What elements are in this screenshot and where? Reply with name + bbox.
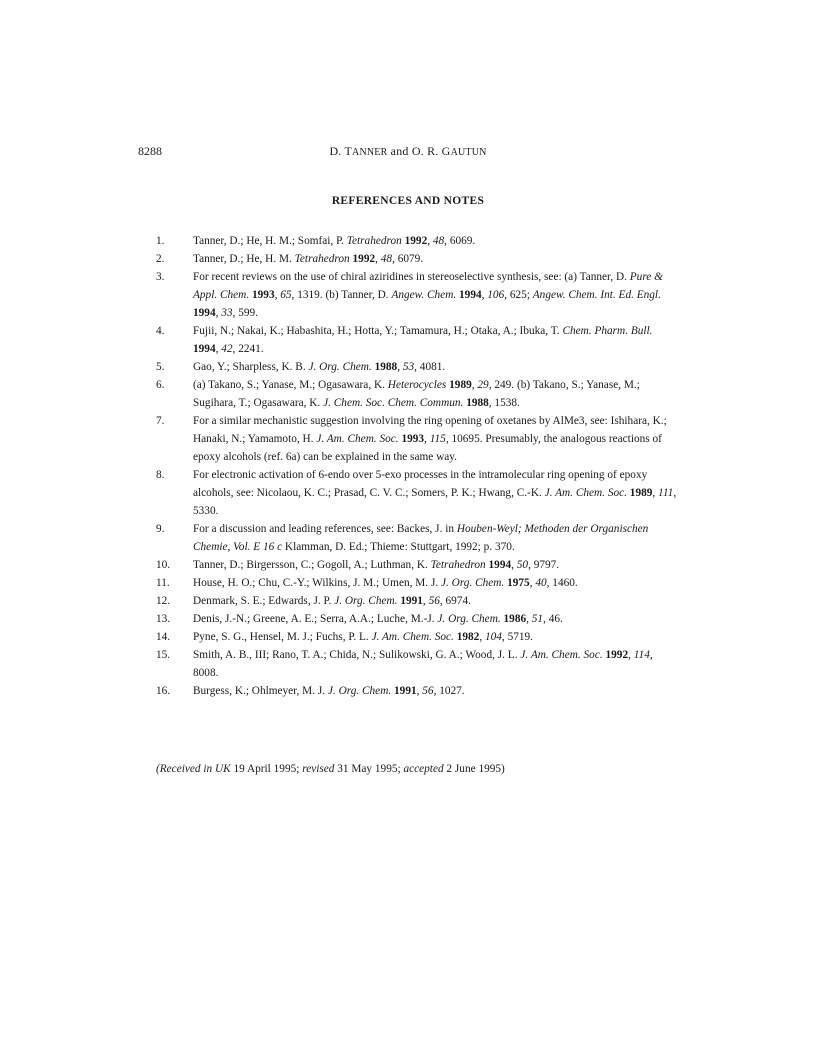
reference-number: 16. [156, 685, 171, 697]
text-run: , [529, 577, 536, 589]
reference-text [193, 376, 678, 412]
bold-run: 1994 [459, 289, 482, 301]
text-run: , 599. [232, 307, 258, 319]
italic-run: Angew. Chem. [391, 289, 457, 301]
text-run: , [427, 235, 433, 247]
author-2-rest: AUTUN [450, 147, 487, 158]
text-run: , 1460. [546, 577, 578, 589]
text-run: , [274, 289, 281, 301]
author-1-rest: ANNER [352, 147, 388, 158]
reference-text [193, 412, 678, 466]
italic-run: J. Org. Chem. [334, 595, 398, 607]
reference-text [193, 646, 678, 682]
italic-run: Angew. Chem. Int. Ed. Engl. [532, 289, 661, 301]
text-run: , [511, 559, 517, 571]
text-run: , [397, 361, 403, 373]
reference-number: 6. [156, 379, 165, 391]
text-run: , 6974. [439, 595, 471, 607]
bold-run: 1988 [374, 361, 398, 373]
bold-run: 1994 [193, 343, 216, 355]
italic-run: 33 [221, 307, 233, 319]
text-run: , 249. (b) Takano, S.; Yanase, M.; Sugihara, T.; Ogasawara, K. [193, 379, 640, 409]
bold-run: 1988 [466, 397, 489, 409]
page-header [0, 144, 816, 164]
italic-run: J. Am. Chem. Soc. [316, 433, 399, 445]
italic-run: Tetrahedron [294, 253, 350, 265]
reference-text [193, 466, 678, 520]
bold-run: 1986 [503, 613, 527, 625]
text-run: Denis, J.-N.; Greene, A. E.; Serra, A.A.; Luche, M.-J. [193, 613, 438, 625]
text-run: , 9797. [528, 559, 560, 571]
reference-number: 5. [156, 361, 165, 373]
reference-number: 3. [156, 271, 165, 283]
text-run: , [526, 613, 532, 625]
reference-number: 10. [156, 559, 171, 571]
text-run: Tanner, D.; He, H. M.; Somfai, P. [193, 235, 347, 247]
italic-run: J. Am. Chem. Soc. [371, 631, 454, 643]
italic-run: 51 [531, 613, 544, 625]
italic-run: 48 [380, 253, 393, 265]
text-run: (a) Takano, S.; Yanase, M.; Ogasawara, K. [193, 379, 388, 391]
reference-number: 12. [156, 595, 171, 607]
text-run: Tanner, D.; He, H. M. [193, 253, 295, 265]
text-run: Gao, Y.; Sharpless, K. B. [193, 361, 309, 373]
reference-item [0, 556, 816, 574]
italic-run: 104 [484, 631, 502, 643]
italic-run: Heterocycles [387, 379, 447, 391]
text-run: Pyne, S. G., Hensel, M. J.; Fuchs, P. L. [193, 631, 372, 643]
italic-run: 53 [402, 361, 415, 373]
text-run: For recent reviews on the use of chiral aziridines in stereoselective synthesis, see: (a) Tanner, D. [193, 271, 630, 283]
reference-number: 2. [156, 253, 165, 265]
text-run: Denmark, S. E.; Edwards, J. P. [193, 595, 335, 607]
italic-run: 65 [280, 289, 292, 301]
bold-run: 1982 [456, 631, 480, 643]
text-run: 31 May 1995; [334, 763, 404, 775]
bold-run: 1975 [507, 577, 530, 589]
reference-item [0, 358, 816, 376]
text-run: , 2241. [232, 343, 264, 355]
text-run: , 46. [543, 613, 563, 625]
italic-run: Chem. Pharm. Bull. [562, 325, 653, 337]
reference-item [0, 628, 816, 646]
reference-item [0, 682, 816, 700]
italic-run: 56 [422, 685, 434, 697]
bold-run: 1991 [400, 595, 423, 607]
section-title: REFERENCES AND NOTES [331, 195, 485, 207]
text-run: , 8008. [193, 649, 653, 679]
italic-run: revised [302, 763, 335, 775]
reference-item [0, 574, 816, 592]
bold-run: 1993 [252, 289, 275, 301]
bold-run: 1989 [629, 487, 653, 499]
text-run: , [215, 343, 222, 355]
reference-text [193, 574, 678, 592]
reference-number: 4. [156, 325, 165, 337]
author-2-initial: O. R. G [411, 144, 451, 158]
reference-item [0, 322, 816, 358]
reference-text [193, 556, 678, 574]
bold-run: 1994 [193, 307, 216, 319]
text-run: , [471, 379, 478, 391]
reference-item [0, 646, 816, 682]
reference-item [0, 412, 816, 466]
text-run: 19 April 1995; [230, 763, 303, 775]
reference-text [193, 232, 678, 250]
reference-number: 15. [156, 649, 171, 661]
italic-run: 48 [432, 235, 445, 247]
reference-text [193, 520, 678, 556]
text-run: , 1319. (b) Tanner, D. [291, 289, 392, 301]
text-run: Klamman, D. Ed.; Thieme: Stuttgart, 1992; p. 370. [282, 541, 515, 553]
reference-text [193, 682, 678, 700]
bold-run: 1994 [488, 559, 512, 571]
reference-number: 1. [156, 235, 165, 247]
reference-text [193, 250, 678, 268]
reference-item [0, 610, 816, 628]
italic-run: 111 [658, 487, 674, 499]
bold-run: 1991 [394, 685, 417, 697]
reference-text [193, 322, 678, 358]
italic-run: 50 [516, 559, 529, 571]
reference-item [0, 250, 816, 268]
text-run: Fujii, N.; Nakai, K.; Habashita, H.; Hotta, Y.; Tamamura, H.; Otaka, A.; Ibuka, T. [193, 325, 563, 337]
reference-item [0, 592, 816, 610]
bold-run: 1992 [605, 649, 629, 661]
reference-number: 7. [156, 415, 165, 427]
italic-run: 106 [487, 289, 505, 301]
reference-item [0, 268, 816, 322]
text-run: For a similar mechanistic suggestion involving the ring opening of oxetanes by AlMe3, see: Ishihara, K.; Hanaki, N.; Yamamoto, H. [193, 415, 667, 445]
author-1-initial: D. T [329, 144, 353, 158]
italic-run: 42 [221, 343, 233, 355]
text-run: , [416, 685, 423, 697]
reference-list [0, 232, 816, 700]
text-run: , [652, 487, 659, 499]
text-run: House, H. O.; Chu, C.-Y.; Wilkins, J. M.; Umen, M. J. [193, 577, 441, 589]
text-run: , [215, 307, 222, 319]
italic-run: 115 [429, 433, 446, 445]
italic-run: Houben-Weyl; Methoden der Organischen Chemie, Vol. E 16 c [193, 523, 649, 553]
text-run: , [628, 649, 634, 661]
reference-text [193, 268, 678, 322]
italic-run: 114 [633, 649, 650, 661]
italic-run: 40 [535, 577, 547, 589]
reference-text [193, 628, 678, 646]
text-run: For a discussion and leading references, see: Backes, J. in [193, 523, 457, 535]
bold-run: 1993 [401, 433, 425, 445]
text-run: , 4081. [414, 361, 446, 373]
text-run: , 6069. [444, 235, 476, 247]
italic-run: J. Am. Chem. Soc. [520, 649, 603, 661]
italic-run: J. Org. Chem. [308, 361, 372, 373]
page-number: 8288 [138, 144, 162, 158]
reference-item [0, 520, 816, 556]
italic-run: (Received in UK [156, 763, 231, 775]
reference-text [193, 610, 678, 628]
italic-run: 29 [477, 379, 489, 391]
italic-run: Tetrahedron [430, 559, 486, 571]
text-run: , 5330. [193, 487, 677, 517]
reference-number: 9. [156, 523, 165, 535]
text-run: , [422, 595, 429, 607]
italic-run: accepted [403, 763, 444, 775]
italic-run: J. Org. Chem. [441, 577, 505, 589]
reference-text [193, 358, 678, 376]
italic-run: J. Org. Chem. [327, 685, 392, 697]
italic-run: J. Am. Chem. Soc. [544, 487, 627, 499]
received-dates [156, 763, 505, 775]
text-run: , 1027. [433, 685, 465, 697]
reference-text [193, 592, 678, 610]
text-run: For electronic activation of 6-endo over 5-exo processes in the intramolecular ring opening of epoxy alcohols, see: Nicolaou, K. C.; Prasad, C. V. C.; Somers, P. K.; Hwang, C.-K. [193, 469, 648, 499]
reference-item [0, 466, 816, 520]
text-run: , 6079. [392, 253, 424, 265]
reference-item [0, 376, 816, 412]
text-run: , [481, 289, 488, 301]
italic-run: Tetrahedron [346, 235, 402, 247]
reference-number: 11. [156, 577, 170, 589]
text-run: , 10695. Presumably, the analogous reactions of epoxy alcohols (ref. 6a) can be explained in the same way. [193, 433, 662, 463]
bold-run: 1989 [449, 379, 472, 391]
text-run: Burgess, K.; Ohlmeyer, M. J. [193, 685, 328, 697]
reference-item [0, 232, 816, 250]
italic-run: Pure & Appl. Chem. [193, 271, 663, 301]
italic-run: J. Chem. Soc. Chem. Commun. [323, 397, 464, 409]
text-run: , 625; [504, 289, 533, 301]
running-head [0, 144, 816, 159]
text-run: , [375, 253, 381, 265]
text-run: , 5719. [501, 631, 533, 643]
text-run: 2 June 1995) [443, 763, 505, 775]
reference-number: 13. [156, 613, 171, 625]
bold-run: 1992 [404, 235, 428, 247]
author-conjunction: and [387, 144, 412, 158]
text-run: Smith, A. B., III; Rano, T. A.; Chida, N.; Sulikowski, G. A.; Wood, J. L. [193, 649, 521, 661]
italic-run: 56 [428, 595, 440, 607]
reference-number: 8. [156, 469, 165, 481]
italic-run: J. Org. Chem. [437, 613, 501, 625]
bold-run: 1992 [352, 253, 376, 265]
text-run: Tanner, D.; Birgersson, C.; Gogoll, A.; Luthman, K. [193, 559, 431, 571]
text-run: , [424, 433, 430, 445]
reference-number: 14. [156, 631, 171, 643]
text-run: , [479, 631, 485, 643]
text-run: , 1538. [488, 397, 520, 409]
